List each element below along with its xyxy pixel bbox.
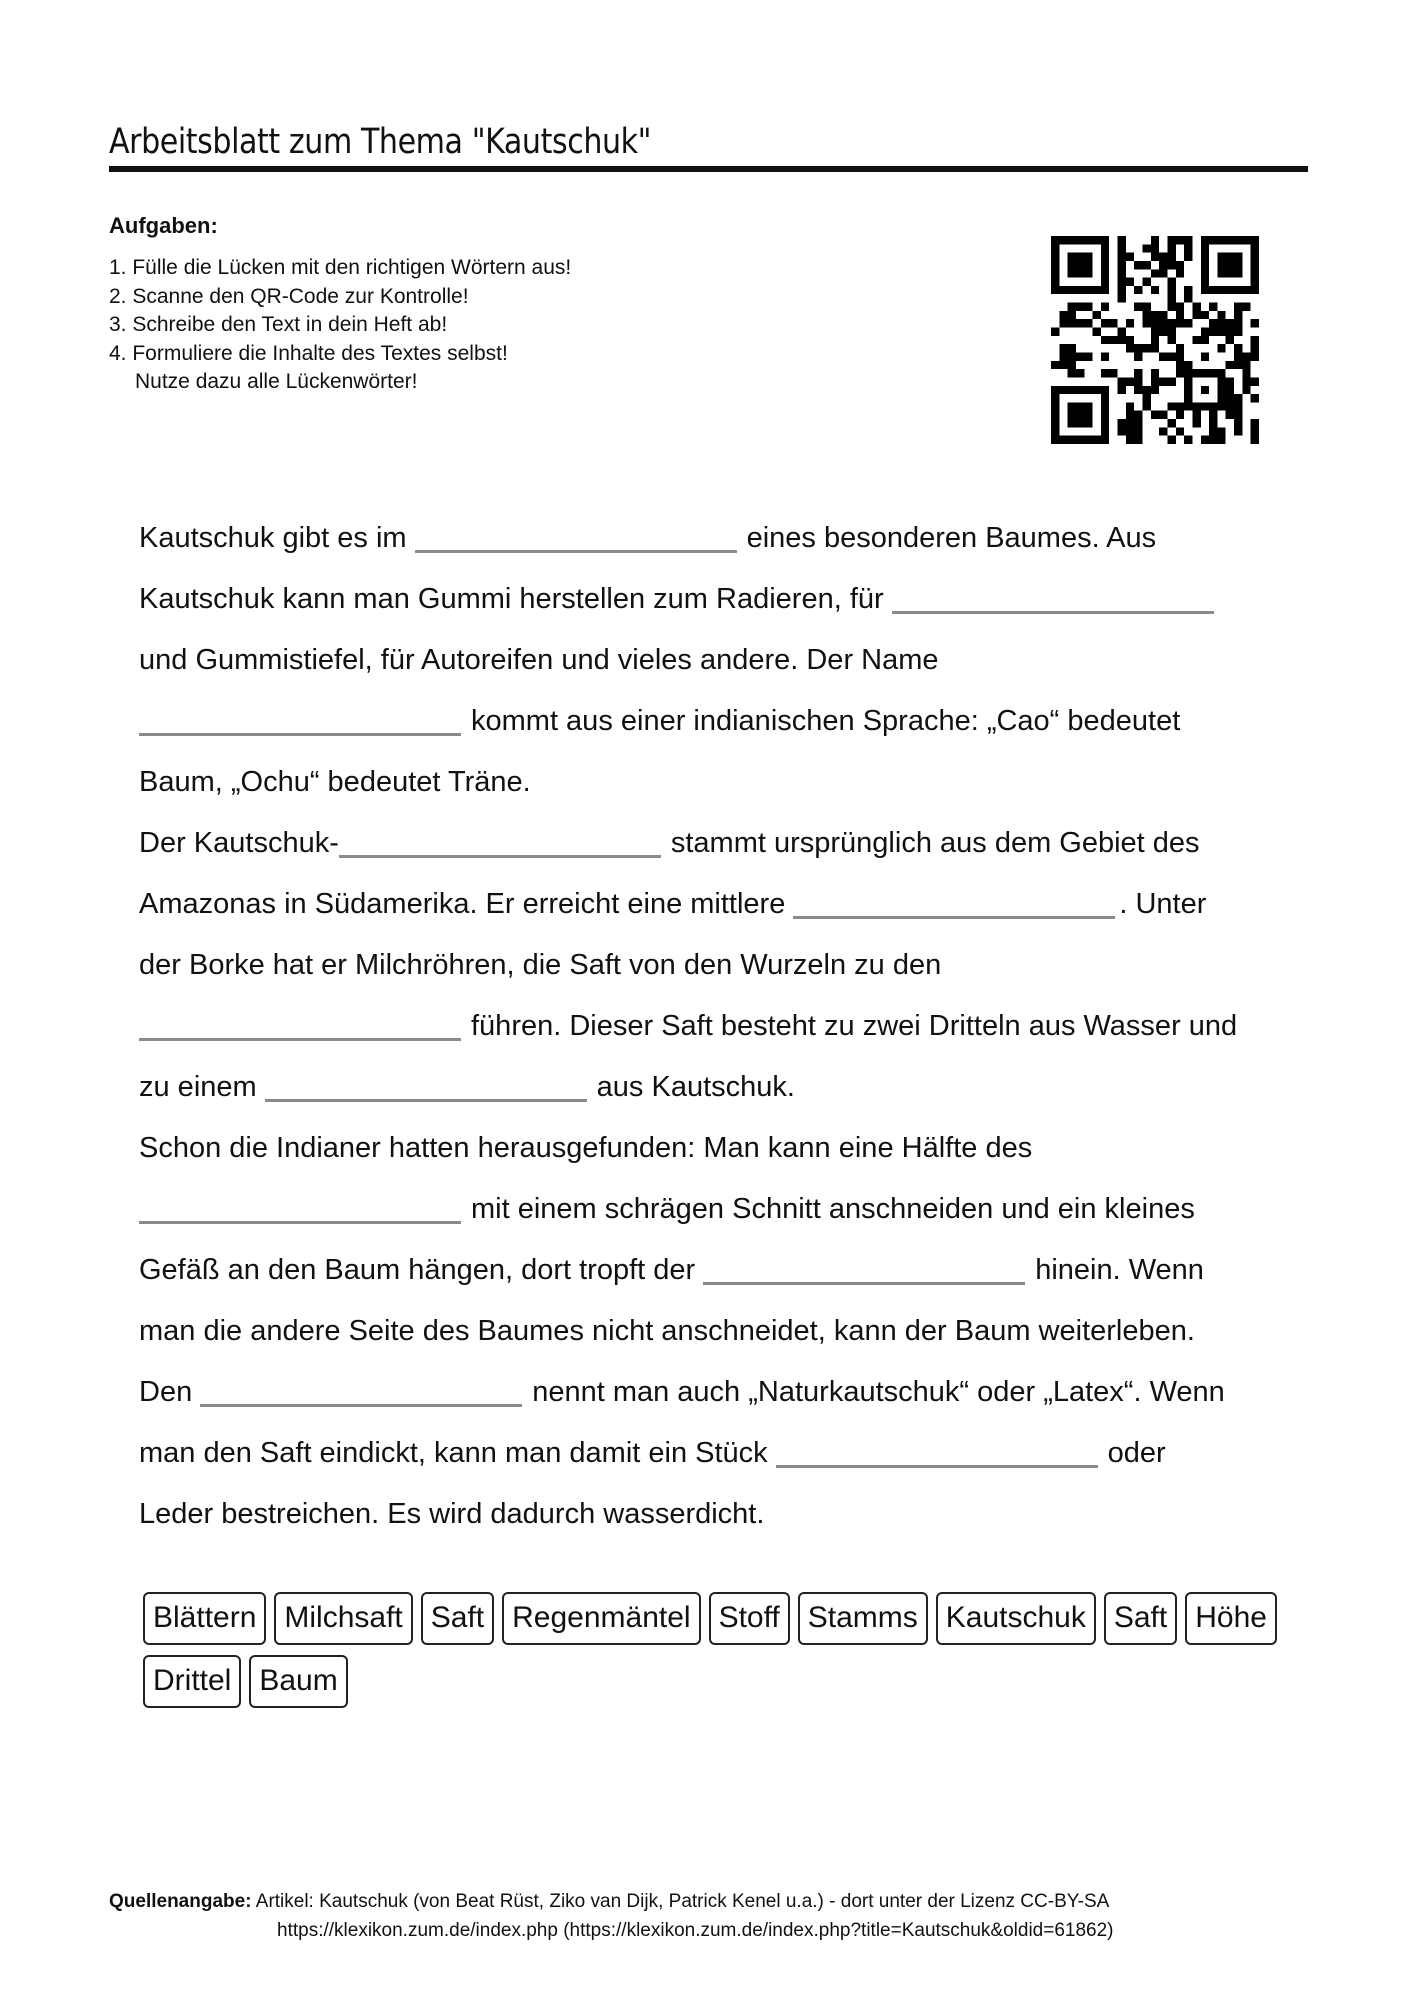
cloze-text-segment: aus Kautschuk. xyxy=(596,1071,795,1103)
cloze-text-segment: Leder bestreichen. Es wird dadurch wasserdicht. xyxy=(139,1498,765,1530)
cloze-text-segment: Den xyxy=(139,1376,193,1408)
title-underline xyxy=(109,166,1308,172)
task-list xyxy=(109,254,571,397)
source-text: Artikel: Kautschuk (von Beat Rüst, Ziko van Dijk, Patrick Kenel u.a.) - dort unter der Lizenz CC-BY-SA xyxy=(255,1891,1110,1912)
task-item: 2. Scanne den QR-Code zur Kontrolle! xyxy=(109,284,469,308)
cloze-text-segment: hinein. Wenn xyxy=(1035,1254,1204,1286)
source-citation xyxy=(109,1887,1114,1945)
task-item-continuation: Nutze dazu alle Lückenwörter! xyxy=(135,370,418,393)
source-label: Quellenangabe: xyxy=(109,1891,252,1912)
cloze-line xyxy=(139,569,1299,630)
cloze-line xyxy=(139,752,1299,813)
cloze-text-segment: Amazonas in Südamerika. Er erreicht eine mittlere xyxy=(139,888,786,920)
word-card[interactable]: Drittel xyxy=(143,1655,241,1708)
cloze-text-segment: man den Saft eindickt, kann man damit ein Stück xyxy=(139,1437,768,1469)
cloze-line xyxy=(139,1301,1299,1362)
cloze-line xyxy=(139,691,1299,752)
cloze-text-segment: mit einem schrägen Schnitt anschneiden und ein kleines xyxy=(471,1193,1195,1225)
task-item: 3. Schreibe den Text in dein Heft ab! xyxy=(109,313,448,336)
cloze-line xyxy=(139,1484,1299,1545)
cloze-line xyxy=(139,1423,1299,1484)
word-card[interactable]: Saft xyxy=(1104,1592,1177,1645)
word-card[interactable]: Kautschuk xyxy=(936,1592,1096,1645)
cloze-text-segment: der Borke hat er Milchröhren, die Saft von den Wurzeln zu den xyxy=(139,949,942,981)
cloze-text-segment: man die andere Seite des Baumes nicht anschneidet, kann der Baum weiterleben. xyxy=(139,1315,1195,1347)
cloze-line xyxy=(139,1240,1299,1301)
task-item: 1. Fülle die Lücken mit den richtigen Wörtern aus! xyxy=(109,256,572,279)
blank-8[interactable] xyxy=(139,1192,461,1224)
qr-code-icon[interactable] xyxy=(1051,236,1259,444)
cloze-line xyxy=(139,1118,1299,1179)
blank-9[interactable] xyxy=(703,1253,1025,1285)
source-url[interactable]: https://klexikon.zum.de/index.php (https://klexikon.zum.de/index.php?title=Kautschuk&oldid=61862) xyxy=(277,1920,1114,1941)
blank-2[interactable] xyxy=(892,582,1214,614)
blank-11[interactable] xyxy=(776,1436,1098,1468)
word-card[interactable]: Höhe xyxy=(1185,1592,1277,1645)
blank-10[interactable] xyxy=(200,1375,522,1407)
cloze-text-segment: nennt man auch „Naturkautschuk“ oder „Latex“. Wenn xyxy=(532,1376,1225,1408)
cloze-line xyxy=(139,508,1299,569)
blank-6[interactable] xyxy=(139,1009,461,1041)
cloze-line xyxy=(139,813,1299,874)
word-card[interactable]: Regenmäntel xyxy=(502,1592,700,1645)
blank-4[interactable] xyxy=(339,826,661,858)
cloze-line xyxy=(139,1179,1299,1240)
cloze-text-segment: Gefäß an den Baum hängen, dort tropft der xyxy=(139,1254,696,1286)
blank-3[interactable] xyxy=(139,704,461,736)
page-title: Arbeitsblatt zum Thema "Kautschuk" xyxy=(109,122,652,162)
cloze-line xyxy=(139,996,1299,1057)
cloze-text xyxy=(139,508,1299,1545)
tasks-heading: Aufgaben: xyxy=(109,213,218,238)
cloze-text-segment: Der Kautschuk- xyxy=(139,827,339,859)
word-card[interactable]: Saft xyxy=(421,1592,494,1645)
word-card[interactable]: Baum xyxy=(249,1655,347,1708)
cloze-text-segment: Schon die Indianer hatten herausgefunden: Man kann eine Hälfte des xyxy=(139,1132,1033,1164)
cloze-text-segment: zu einem xyxy=(139,1071,257,1103)
cloze-text-segment: eines besonderen Baumes. Aus xyxy=(746,522,1157,554)
cloze-line xyxy=(139,1362,1299,1423)
task-item: 4. Formuliere die Inhalte des Textes selbst! xyxy=(109,341,508,365)
word-bank xyxy=(143,1592,1283,1708)
blank-5[interactable] xyxy=(793,887,1115,919)
word-card[interactable]: Milchsaft xyxy=(274,1592,412,1645)
cloze-text-segment: stammt ursprünglich aus dem Gebiet des xyxy=(670,827,1200,859)
cloze-line xyxy=(139,630,1299,691)
word-card[interactable]: Blättern xyxy=(143,1592,266,1645)
cloze-text-segment: führen. Dieser Saft besteht zu zwei Dritteln aus Wasser und xyxy=(471,1010,1238,1042)
cloze-text-segment: . Unter xyxy=(1119,888,1207,920)
word-card[interactable]: Stamms xyxy=(798,1592,928,1645)
blank-1[interactable] xyxy=(415,521,737,553)
cloze-text-segment: oder xyxy=(1107,1437,1166,1469)
cloze-line xyxy=(139,1057,1299,1118)
word-card[interactable]: Stoff xyxy=(709,1592,790,1645)
cloze-text-segment: Kautschuk kann man Gummi herstellen zum Radieren, für xyxy=(139,583,884,615)
cloze-line xyxy=(139,874,1299,935)
cloze-text-segment: und Gummistiefel, für Autoreifen und vieles andere. Der Name xyxy=(139,644,939,676)
cloze-text-segment: kommt aus einer indianischen Sprache: „Cao“ bedeutet xyxy=(471,705,1181,737)
blank-7[interactable] xyxy=(265,1070,587,1102)
cloze-line xyxy=(139,935,1299,996)
cloze-text-segment: Baum, „Ochu“ bedeutet Träne. xyxy=(139,766,531,798)
cloze-text-segment: Kautschuk gibt es im xyxy=(139,522,407,554)
